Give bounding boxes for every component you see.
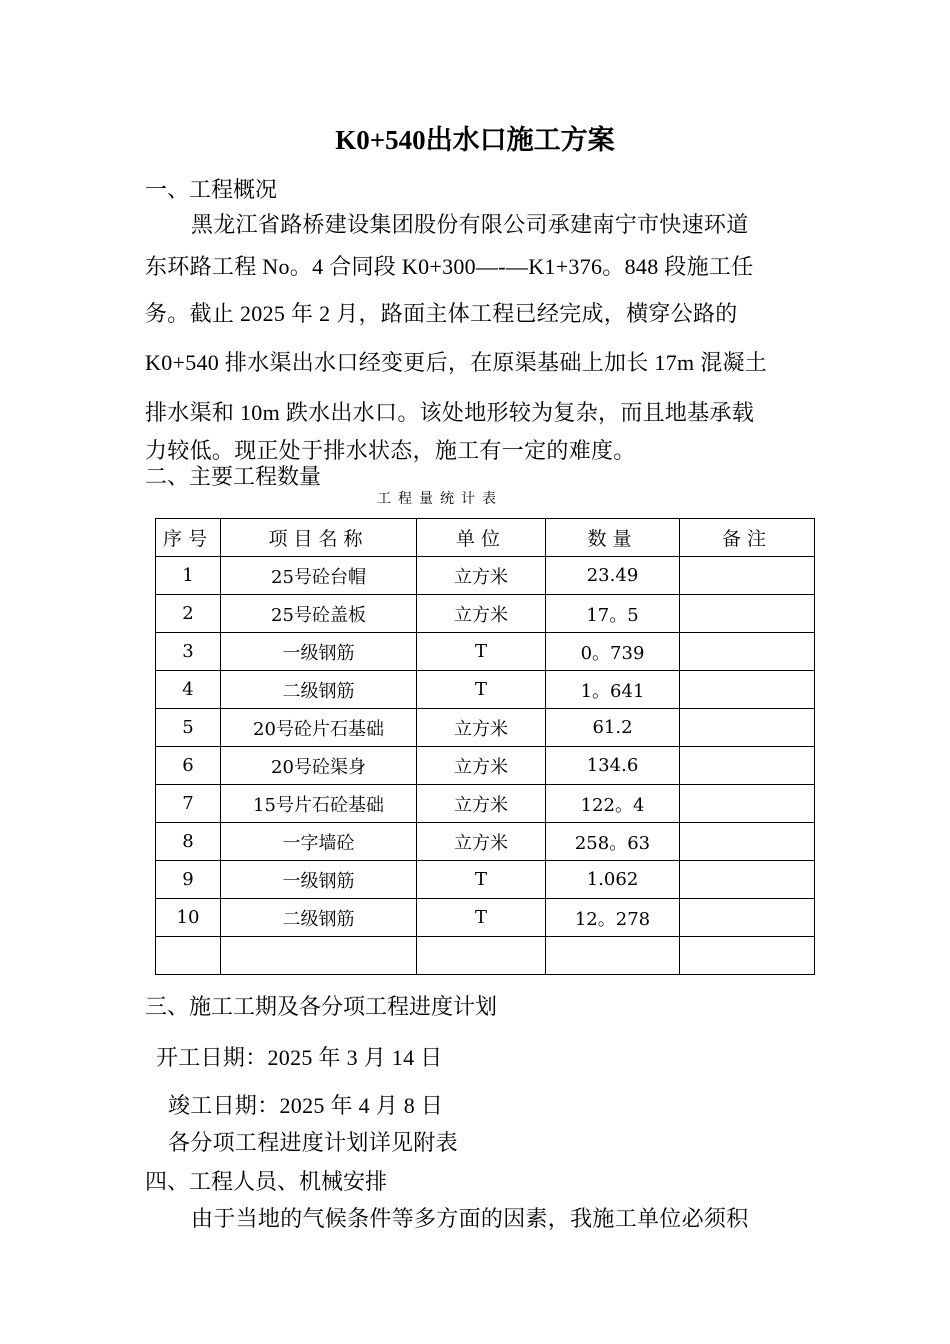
row-no: 7 <box>156 785 221 823</box>
overview-line-2: 东环路工程 No。4 合同段 K0+300—-—K1+376。848 段施工任 <box>145 254 754 279</box>
row-unit: 立方米 <box>417 595 546 633</box>
row-quantity: 1。641 <box>546 671 680 709</box>
header-remark: 备注 <box>680 519 815 557</box>
row-remark <box>680 557 815 595</box>
table-row <box>156 861 815 899</box>
table-row <box>156 785 815 823</box>
header-no: 序号 <box>156 519 221 557</box>
row-remark <box>680 785 815 823</box>
table-row <box>156 557 815 595</box>
row-remark <box>680 899 815 937</box>
row-unit: T <box>417 671 546 709</box>
row-quantity: 23.49 <box>546 557 680 595</box>
row-unit: 立方米 <box>417 557 546 595</box>
table-row <box>156 671 815 709</box>
row-quantity: 134.6 <box>546 747 680 785</box>
row-no: 1 <box>156 557 221 595</box>
row-unit: T <box>417 861 546 899</box>
row-quantity: 12。278 <box>546 899 680 937</box>
row-item: 一字墙砼 <box>221 823 417 861</box>
row-item: 15号片石砼基础 <box>221 785 417 823</box>
quantity-table <box>155 518 815 975</box>
personnel-line-1: 由于当地的气候条件等多方面的因素，我施工单位必须积 <box>191 1206 749 1231</box>
row-quantity: 122。4 <box>546 785 680 823</box>
header-item: 项目名称 <box>221 519 417 557</box>
overview-line-5: 排水渠和 10m 跌水出水口。该处地形较为复杂，而且地基承载 <box>145 400 755 425</box>
overview-line-4: K0+540 排水渠出水口经变更后，在原渠基础上加长 17m 混凝土 <box>145 350 768 375</box>
header-unit: 单位 <box>417 519 546 557</box>
table-caption: 工程量统计表 <box>377 492 503 507</box>
section-3-heading: 三、施工工期及各分项工程进度计划 <box>145 994 498 1019</box>
row-no: 8 <box>156 823 221 861</box>
table-row <box>156 709 815 747</box>
row-unit <box>417 937 546 975</box>
overview-line-3: 务。截止 2025 年 2 月，路面主体工程已经完成，横穿公路的 <box>145 301 738 326</box>
row-unit: 立方米 <box>417 823 546 861</box>
row-quantity: 1.062 <box>546 861 680 899</box>
row-no: 4 <box>156 671 221 709</box>
schedule-note: 各分项工程进度计划详见附表 <box>168 1130 458 1155</box>
row-remark <box>680 633 815 671</box>
row-item: 20号砼渠身 <box>221 747 417 785</box>
table-row <box>156 899 815 937</box>
table-row <box>156 747 815 785</box>
row-item: 25号砼盖板 <box>221 595 417 633</box>
overview-line-1: 黑龙江省路桥建设集团股份有限公司承建南宁市快速环道 <box>191 212 749 237</box>
row-quantity: 61.2 <box>546 709 680 747</box>
row-quantity: 258。63 <box>546 823 680 861</box>
start-date: 开工日期：2025 年 3 月 14 日 <box>156 1045 443 1070</box>
row-no: 5 <box>156 709 221 747</box>
row-item: 二级钢筋 <box>221 671 417 709</box>
row-item: 一级钢筋 <box>221 633 417 671</box>
section-1-heading: 一、工程概况 <box>145 177 278 202</box>
row-quantity: 17。5 <box>546 595 680 633</box>
row-no: 2 <box>156 595 221 633</box>
row-unit: T <box>417 633 546 671</box>
row-no: 3 <box>156 633 221 671</box>
overview-line-6: 力较低。现正处于排水状态，施工有一定的难度。 <box>145 438 636 463</box>
table-row <box>156 595 815 633</box>
row-remark <box>680 747 815 785</box>
row-quantity <box>546 937 680 975</box>
row-remark <box>680 823 815 861</box>
row-no: 9 <box>156 861 221 899</box>
row-item: 25号砼台帽 <box>221 557 417 595</box>
row-item: 一级钢筋 <box>221 861 417 899</box>
row-no: 6 <box>156 747 221 785</box>
row-no <box>156 937 221 975</box>
row-remark <box>680 671 815 709</box>
row-quantity: 0。739 <box>546 633 680 671</box>
row-unit: T <box>417 899 546 937</box>
row-no: 10 <box>156 899 221 937</box>
document-title: K0+540出水口施工方案 <box>335 125 615 155</box>
table-row-empty <box>156 937 815 975</box>
row-remark <box>680 595 815 633</box>
end-date: 竣工日期：2025 年 4 月 8 日 <box>168 1093 444 1118</box>
section-2-heading: 二、主要工程数量 <box>145 464 322 489</box>
row-remark <box>680 861 815 899</box>
row-unit: 立方米 <box>417 785 546 823</box>
row-unit: 立方米 <box>417 709 546 747</box>
section-4-heading: 四、工程人员、机械安排 <box>145 1169 388 1194</box>
row-item: 20号砼片石基础 <box>221 709 417 747</box>
row-remark <box>680 709 815 747</box>
table-row <box>156 823 815 861</box>
row-item <box>221 937 417 975</box>
table-header-row <box>156 519 815 557</box>
row-remark <box>680 937 815 975</box>
header-quantity: 数量 <box>546 519 680 557</box>
row-unit: 立方米 <box>417 747 546 785</box>
table-row <box>156 633 815 671</box>
row-item: 二级钢筋 <box>221 899 417 937</box>
